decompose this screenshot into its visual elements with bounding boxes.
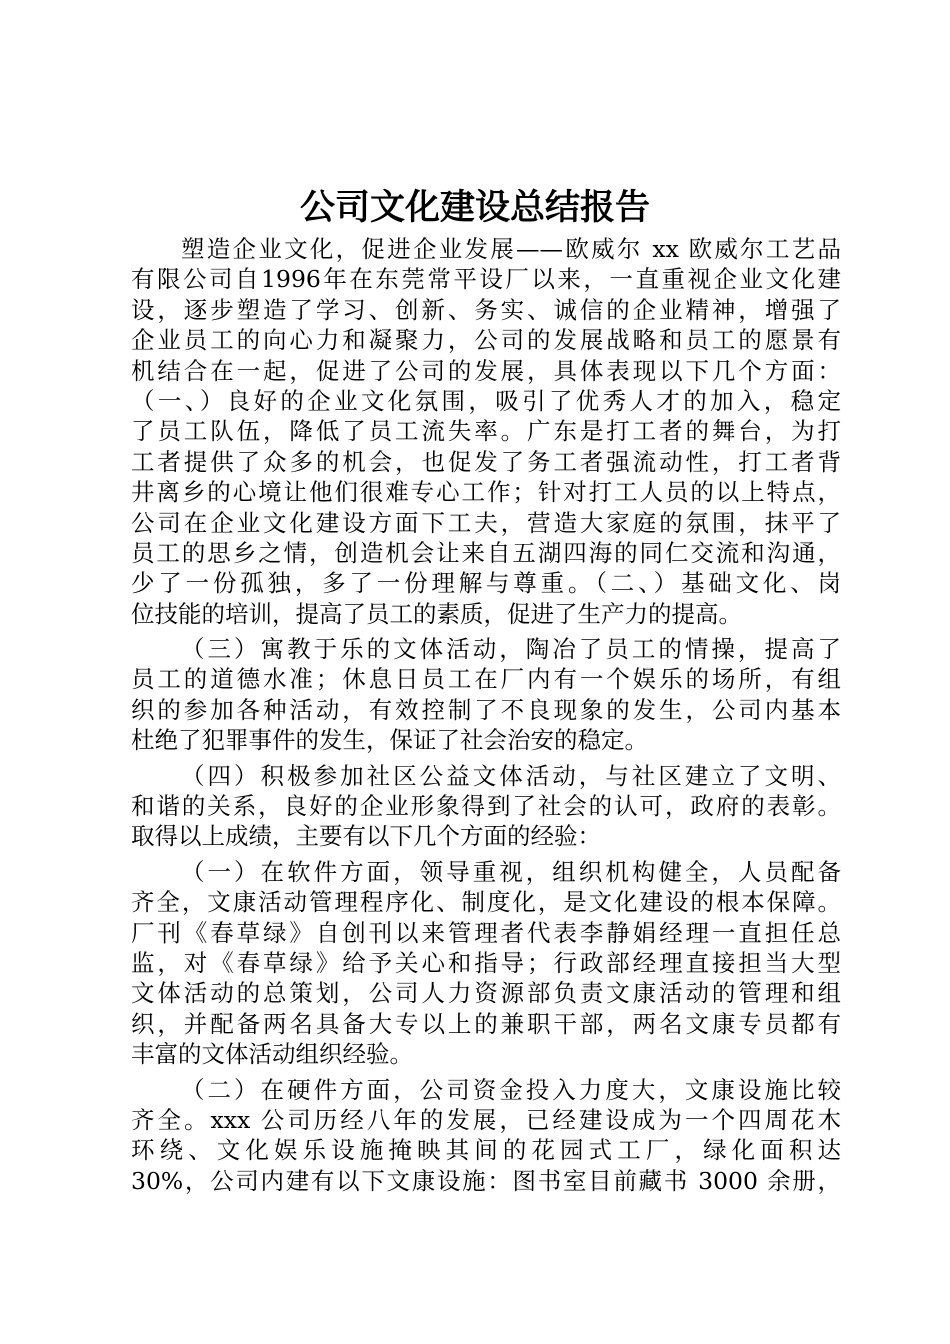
paragraph-4 xyxy=(131,857,841,1070)
text-line: （一、）良好的企业文化氛围，吸引了优秀人才的加入，稳定 xyxy=(131,386,841,415)
text-line: 了员工队伍，降低了员工流失率。广东是打工者的舞台，为打 xyxy=(131,417,841,446)
paragraph-2 xyxy=(131,634,841,756)
text-line: 取得以上成绩，主要有以下几个方面的经验： xyxy=(131,822,601,851)
paragraph-3 xyxy=(131,761,841,852)
text-line: 织，并配备两名具备大专以上的兼职干部，两名文康专员都有 xyxy=(131,1009,841,1038)
text-line: 公司在企业文化建设方面下工夫，营造大家庭的氛围，抹平了 xyxy=(131,508,841,537)
text-line: （三）寓教于乐的文体活动，陶冶了员工的情操，提高了 xyxy=(181,635,841,664)
text-line: 监，对《春草绿》给予关心和指导；行政部经理直接担当大型 xyxy=(131,948,841,977)
text-line: 杜绝了犯罪事件的发生，保证了社会治安的稳定。 xyxy=(131,726,648,755)
text-line: 织的参加各种活动，有效控制了不良现象的发生，公司内基本 xyxy=(131,695,841,724)
text-line: 位技能的培训，提高了员工的素质，促进了生产力的提高。 xyxy=(131,599,742,628)
text-line: （一）在软件方面，领导重视，组织机构健全，人员配备 xyxy=(181,857,841,886)
page-title: 公司文化建设总结报告 xyxy=(299,188,650,228)
text-line: 企业员工的向心力和凝聚力，公司的发展战略和员工的愿景有 xyxy=(131,326,841,355)
text-line: 有限公司自1996年在东莞常平设厂以来，一直重视企业文化建 xyxy=(131,265,841,294)
text-line: 齐全。xxx 公司历经八年的发展，已经建设成为一个四周花木 xyxy=(131,1105,841,1134)
text-line: 齐全，文康活动管理程序化、制度化，是文化建设的根本保障。 xyxy=(131,888,841,917)
text-line: 少了一份孤独，多了一份理解与尊重。（二、）基础文化、岗 xyxy=(131,569,841,598)
text-line: 工者提供了众多的机会，也促发了务工者强流动性，打工者背 xyxy=(131,447,841,476)
text-line: 机结合在一起，促进了公司的发展，具体表现以下几个方面： xyxy=(131,356,841,385)
text-line: 设，逐步塑造了学习、创新、务实、诚信的企业精神，增强了 xyxy=(131,295,841,324)
paragraph-1 xyxy=(131,234,841,629)
text-line: 环绕、文化娱乐设施掩映其间的花园式工厂，绿化面积达 xyxy=(131,1136,841,1165)
text-line: （四）积极参加社区公益文体活动，与社区建立了文明、 xyxy=(181,761,841,790)
text-line: 井离乡的心境让他们很难专心工作；针对打工人员的以上特点， xyxy=(131,478,841,507)
text-line: 员工的道德水准；休息日员工在厂内有一个娱乐的场所，有组 xyxy=(131,665,841,694)
text-line: 丰富的文体活动组织经验。 xyxy=(131,1040,413,1069)
paragraph-5 xyxy=(131,1075,841,1197)
text-line: 文体活动的总策划，公司人力资源部负责文康活动的管理和组 xyxy=(131,979,841,1008)
document-body xyxy=(131,234,841,1196)
text-line: 厂刊《春草绿》自创刊以来管理者代表李静娟经理一直担任总 xyxy=(131,918,841,947)
text-line: （二）在硬件方面，公司资金投入力度大，文康设施比较 xyxy=(181,1075,841,1104)
text-line: 和谐的关系，良好的企业形象得到了社会的认可，政府的表彰。 xyxy=(131,792,841,821)
text-line: 30%，公司内建有以下文康设施：图书室目前藏书 3000 余册， xyxy=(131,1166,841,1195)
text-line: 塑造企业文化，促进企业发展——欧威尔 xx 欧威尔工艺品 xyxy=(181,235,841,263)
text-line: 员工的思乡之情，创造机会让来自五湖四海的同仁交流和沟通， xyxy=(131,538,841,567)
